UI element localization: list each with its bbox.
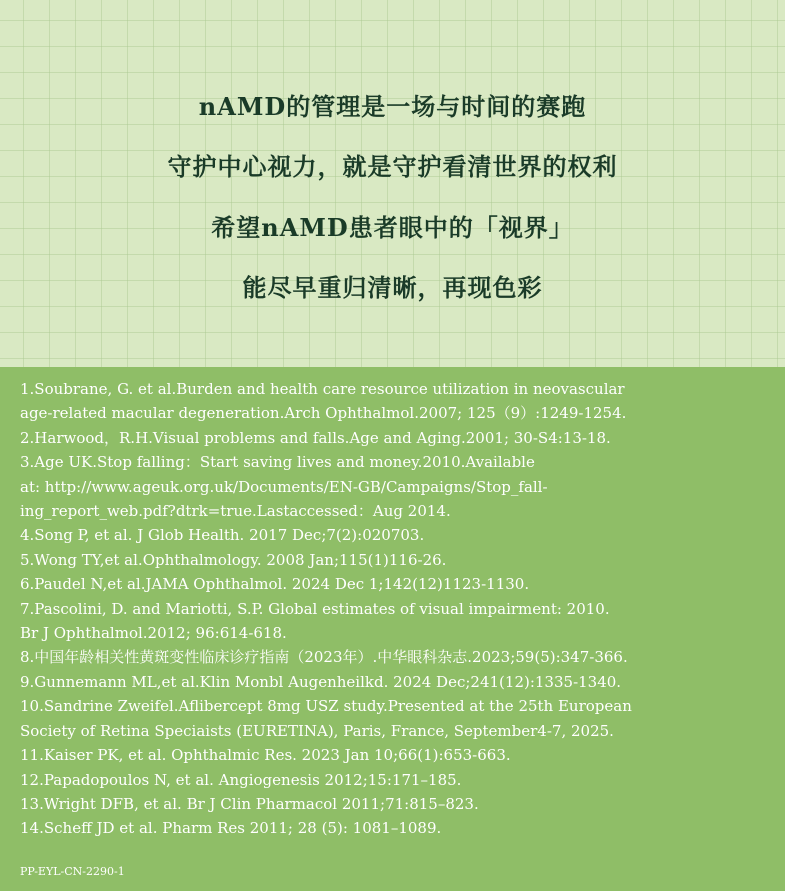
reference-line: 5.Wong TY,et al.Ophthalmology. 2008 Jan;115(1)116-26. <box>20 550 447 569</box>
slogan-line-1: nAMD的管理是一场与时间的赛跑 <box>198 92 587 121</box>
reference-item <box>20 597 775 646</box>
reference-line: age-related macular degeneration.Arch Ophthalmol.2007; 125（9）:1249-1254. <box>20 404 627 423</box>
reference-item <box>20 816 775 840</box>
slogan-line-4: 能尽早重归清晰，再现色彩 <box>242 273 543 302</box>
reference-item <box>20 694 775 743</box>
reference-line: 6.Paudel N,et al.JAMA Ophthalmol. 2024 Dec 1;142(12)1123-1130. <box>20 575 530 594</box>
reference-item <box>20 768 775 792</box>
reference-line: 7.Pascolini, D. and Mariotti, S.P. Global estimates of visual impairment: 2010. <box>20 599 610 618</box>
reference-item <box>20 670 775 694</box>
reference-item <box>20 450 775 523</box>
reference-item <box>20 548 775 572</box>
reference-item <box>20 645 775 669</box>
reference-line: 14.Scheff JD et al. Pharm Res 2011; 28 (5): 1081–1089. <box>20 819 442 838</box>
reference-line: Society of Retina Speciaists (EURETINA), Paris, France, September4-7, 2025. <box>20 721 614 740</box>
reference-item <box>20 572 775 596</box>
reference-item <box>20 792 775 816</box>
references-panel <box>0 367 785 891</box>
reference-line: 13.Wright DFB, et al. Br J Clin Pharmacol 2011;71:815–823. <box>20 794 479 813</box>
reference-line: 3.Age UK.Stop falling：Start saving lives and money.2010.Available <box>20 453 535 472</box>
reference-line: 2.Harwood，R.H.Visual problems and falls.Age and Aging.2001; 30-S4:13-18. <box>20 428 611 447</box>
reference-line: 12.Papadopoulos N, et al. Angiogenesis 2012;15:171–185. <box>20 770 462 789</box>
reference-item <box>20 523 775 547</box>
reference-item <box>20 743 775 767</box>
reference-line: 10.Sandrine Zweifel.Aflibercept 8mg USZ study.Presented at the 25th European <box>20 697 632 716</box>
reference-line: 9.Gunnemann ML,et al.Klin Monbl Augenheilkd. 2024 Dec;241(12):1335-1340. <box>20 672 622 691</box>
reference-line: ing_report_web.pdf?dtrk=true.Lastaccessed：Aug 2014. <box>20 502 451 521</box>
reference-line: at: http://www.ageuk.org.uk/Documents/EN-GB/Campaigns/Stop_fall- <box>20 477 548 496</box>
reference-item <box>20 426 775 450</box>
reference-line: 1.Soubrane, G. et al.Burden and health care resource utilization in neovascular <box>20 380 625 398</box>
slogan-line-2: 守护中心视力，就是守护看清世界的权利 <box>167 152 618 181</box>
slogan-line-3: 希望nAMD患者眼中的「视界」 <box>211 213 574 242</box>
slogan-panel <box>0 0 785 367</box>
reference-line: 11.Kaiser PK, et al. Ophthalmic Res. 2023 Jan 10;66(1):653-663. <box>20 746 511 765</box>
document-id: PP-EYL-CN-2290-1 <box>20 865 125 878</box>
reference-list <box>20 377 775 841</box>
reference-line: 8.中国年龄相关性黄斑变性临床诊疗指南（2023年）.中华眼科杂志.2023;59(5):347-366. <box>20 648 628 667</box>
reference-line: 4.Song P, et al. J Glob Health. 2017 Dec;7(2):020703. <box>20 526 425 545</box>
reference-line: Br J Ophthalmol.2012; 96:614-618. <box>20 624 287 643</box>
reference-item <box>20 377 775 426</box>
